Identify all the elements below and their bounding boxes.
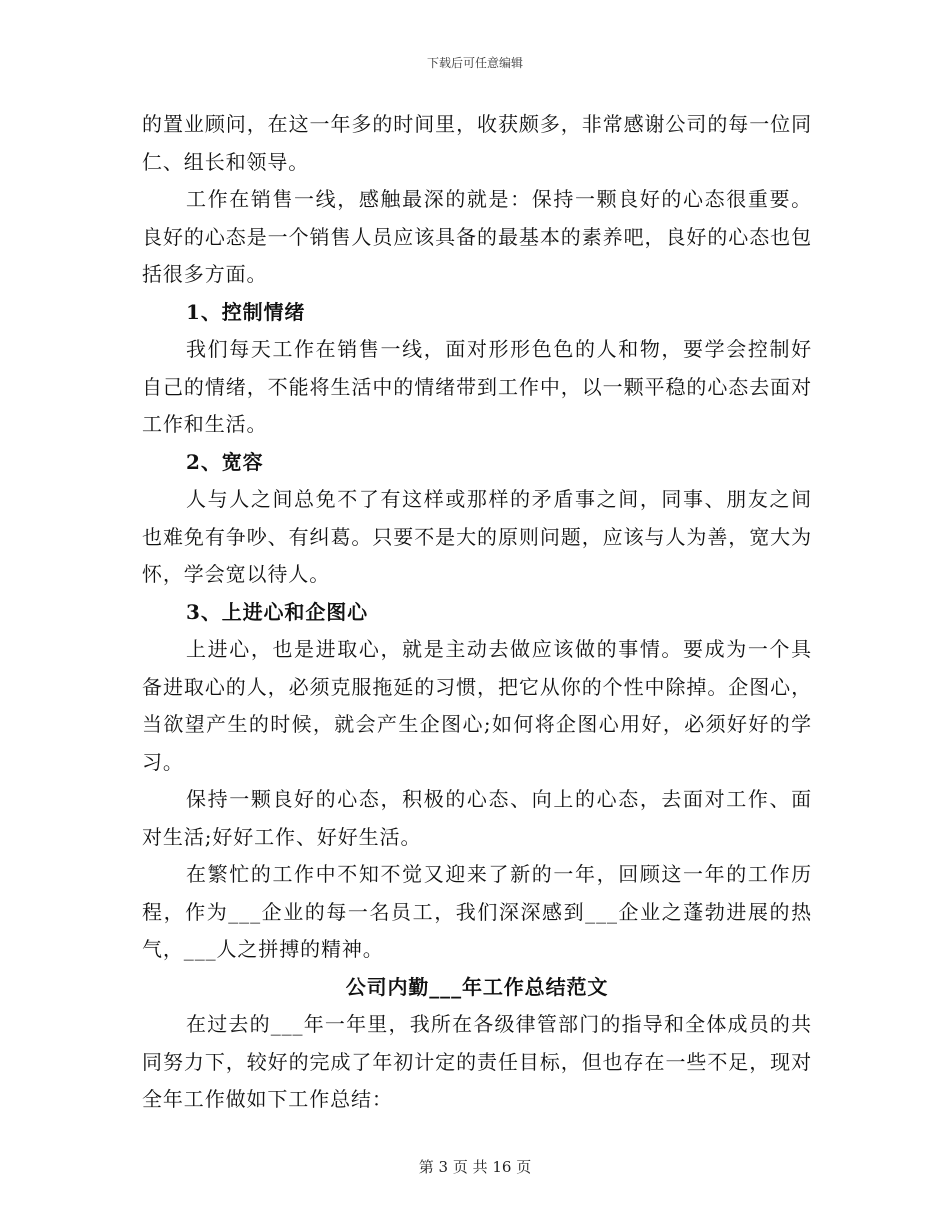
section-heading: 1、控制情绪 [186,299,306,324]
paragraph: 保持一颗良好的心态，积极的心态、向上的心态，去面对工作、面对生活;好好工作、好好生活。 [142,787,812,849]
paragraph: 的置业顾问，在这一年多的时间里，收获颇多，非常感谢公司的每一位同仁、组长和领导。 [142,112,812,174]
section-heading: 3、上进心和企图心 [186,599,369,624]
paragraph: 工作在销售一线，感触最深的就是：保持一颗良好的心态很重要。良好的心态是一个销售人员应该具备的最基本的素养吧，良好的心态也包括很多方面。 [142,187,812,286]
paragraph: 上进心，也是进取心，就是主动去做应该做的事情。要成为一个具备进取心的人，必须克服拖延的习惯，把它从你的个性中除掉。企图心，当欲望产生的时候，就会产生企图心;如何将企图心用好，必须好好的学习。 [142,637,812,774]
section-heading: 2、宽容 [186,449,264,474]
paragraph: 人与人之间总免不了有这样或那样的矛盾事之间，同事、朋友之间也难免有争吵、有纠葛。只要不是大的原则问题，应该与人为善，宽大为怀，学会宽以待人。 [142,487,812,586]
document-title: 公司内勤___年工作总结范文 [345,974,609,999]
document-body [142,106,812,1119]
paragraph: 我们每天工作在销售一线，面对形形色色的人和物，要学会控制好自己的情绪，不能将生活中的情绪带到工作中，以一颗平稳的心态去面对工作和生活。 [142,337,812,436]
page-header: 下载后可任意编辑 [426,56,523,70]
paragraph: 在过去的___年一年里，我所在各级律管部门的指导和全体成员的共同努力下，较好的完成了年初计定的责任目标，但也存在一些不足，现对全年工作做如下工作总结： [142,1012,812,1111]
page-footer: 第 3 页 共 16 页 [418,1158,532,1176]
paragraph: 在繁忙的工作中不知不觉又迎来了新的一年，回顾这一年的工作历程，作为___企业的每一名员工，我们深深感到___企业之蓬勃进展的热气，___人之拼搏的精神。 [142,862,812,961]
